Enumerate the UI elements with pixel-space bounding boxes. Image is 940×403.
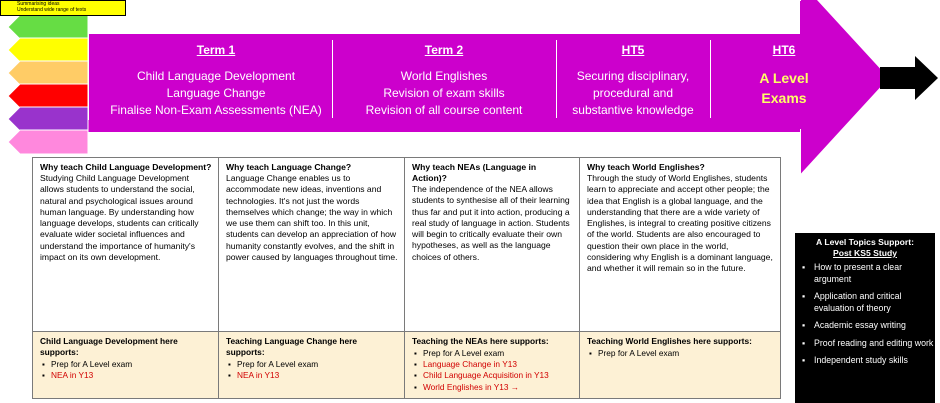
why-cell-world-englishes — [580, 158, 781, 332]
supports-title: Teaching World Englishes here supports: — [587, 336, 752, 346]
why-title: Why teach Child Language Development? — [40, 162, 212, 172]
supports-row — [33, 332, 781, 399]
supports-title: Child Language Development here supports: — [40, 336, 178, 357]
ht6-line-1: A Level — [759, 70, 809, 86]
arrow-top-band — [88, 0, 800, 34]
yellow-arrow — [8, 38, 88, 62]
why-body: Studying Child Language Development allows students to understand the social, natural and psychological issues around human language. By understanding how language develops, students can critically evaluate wider societal influences and understand the importance of humanity's impact on its own development. — [40, 173, 199, 263]
topics-subtitle: Post KS5 Study — [833, 248, 897, 258]
supports-item: ▪ Prep for A Level exam — [40, 359, 212, 370]
ht6-block — [711, 42, 857, 108]
supports-item: ▪ Prep for A Level exam — [587, 348, 774, 359]
term-2-header: Term 2 — [424, 43, 464, 57]
top-note — [0, 0, 126, 16]
topics-item: ▪ Application and critical evaluation of theory — [795, 291, 935, 314]
term-2-block — [333, 42, 555, 119]
supports-cell-neas — [405, 332, 580, 399]
supports-list — [587, 348, 774, 359]
term-2-line-1: World Englishes — [400, 69, 488, 83]
supports-item: ▪ NEA in Y13 — [40, 370, 212, 381]
supports-item: ▪ NEA in Y13 — [226, 370, 398, 381]
why-cell-child-language — [33, 158, 219, 332]
red-arrow — [8, 84, 88, 108]
term-1-block — [100, 42, 332, 119]
rationale-table — [32, 157, 781, 399]
supports-list — [226, 359, 398, 381]
term-1-line-1: Child Language Development — [136, 69, 296, 83]
peach-arrow — [8, 61, 88, 85]
top-note-line-2: Understand wide range of texts — [17, 7, 87, 13]
supports-item: ▪ Prep for A Level exam — [412, 348, 573, 359]
supports-cell-child-language — [33, 332, 219, 399]
ht6-header: HT6 — [772, 43, 796, 57]
why-row — [33, 158, 781, 332]
ht5-line-2: procedural and — [592, 86, 674, 100]
topics-item: ▪ How to present a clear argument — [795, 262, 935, 285]
ht5-header: HT5 — [621, 43, 645, 57]
supports-item: ▪ World Englishes in Y13 → — [412, 382, 573, 393]
arrow-bottom-band — [88, 120, 800, 132]
supports-list — [412, 348, 573, 393]
pink-arrow — [8, 130, 88, 154]
topics-list — [795, 262, 935, 367]
term-2-line-2: Revision of exam skills — [383, 86, 505, 100]
topics-support-box — [795, 233, 935, 403]
term-1-line-2: Language Change — [166, 86, 266, 100]
topics-title: A Level Topics Support: — [816, 237, 914, 247]
term-2-line-3: Revision of all course content — [365, 103, 523, 117]
ht6-line-2: Exams — [761, 90, 807, 106]
supports-item: ▪ Child Language Acquisition in Y13 — [412, 370, 573, 381]
supports-list — [40, 359, 212, 381]
top-note-line-1: Summarising ideas — [17, 1, 60, 7]
supports-item: ▪ Prep for A Level exam — [226, 359, 398, 370]
ht5-line-3: substantive knowledge — [572, 103, 694, 117]
supports-cell-language-change — [219, 332, 405, 399]
ht5-block — [557, 42, 709, 119]
right-black-arrow — [880, 56, 938, 100]
topics-item: ▪ Academic essay writing — [795, 320, 935, 332]
why-title: Why teach NEAs (Language in Action)? — [412, 162, 537, 183]
supports-item: ▪ Language Change in Y13 — [412, 359, 573, 370]
why-title: Why teach Language Change? — [226, 162, 352, 172]
why-cell-neas — [405, 158, 580, 332]
term-1-header: Term 1 — [196, 43, 236, 57]
why-body: Through the study of World Englishes, students learn to appreciate and accept other people; the idea that English is a global language, and the understanding that there are a wide variety of Englishes, is integral to creating positive citizens of the world. Students are also encouraged to question their own place in the world, considering why English is a dominant language, and whether it will remain so in the future. — [587, 173, 773, 274]
why-title: Why teach World Englishes? — [587, 162, 705, 172]
supports-cell-world-englishes — [580, 332, 781, 399]
purple-arrow — [8, 107, 88, 131]
ht5-line-1: Securing disciplinary, — [576, 69, 690, 83]
why-body: Language Change enables us to accommodate new ideas, inventions and technologies. It's not just the words themselves which change; the way in which we use them can shift too. In this unit, students can develop an appreciation of how humanity constantly evolves, and the shift in power caused by languages throughout time. — [226, 173, 398, 263]
supports-title: Teaching Language Change here supports: — [226, 336, 358, 357]
topics-item: ▪ Independent study skills — [795, 355, 935, 367]
why-cell-language-change — [219, 158, 405, 332]
topics-item: ▪ Proof reading and editing work — [795, 338, 935, 350]
term-1-line-3: Finalise Non-Exam Assessments (NEA) — [110, 103, 322, 117]
green-arrow — [8, 15, 88, 39]
why-body: The independence of the NEA allows students to synthesise all of their learning thus far and put it into action, producing a real study of language in action. Students will begin to critically evaluate their own hypotheses, as well as the language choices of others. — [412, 184, 570, 262]
supports-title: Teaching the NEAs here supports: — [412, 336, 549, 346]
